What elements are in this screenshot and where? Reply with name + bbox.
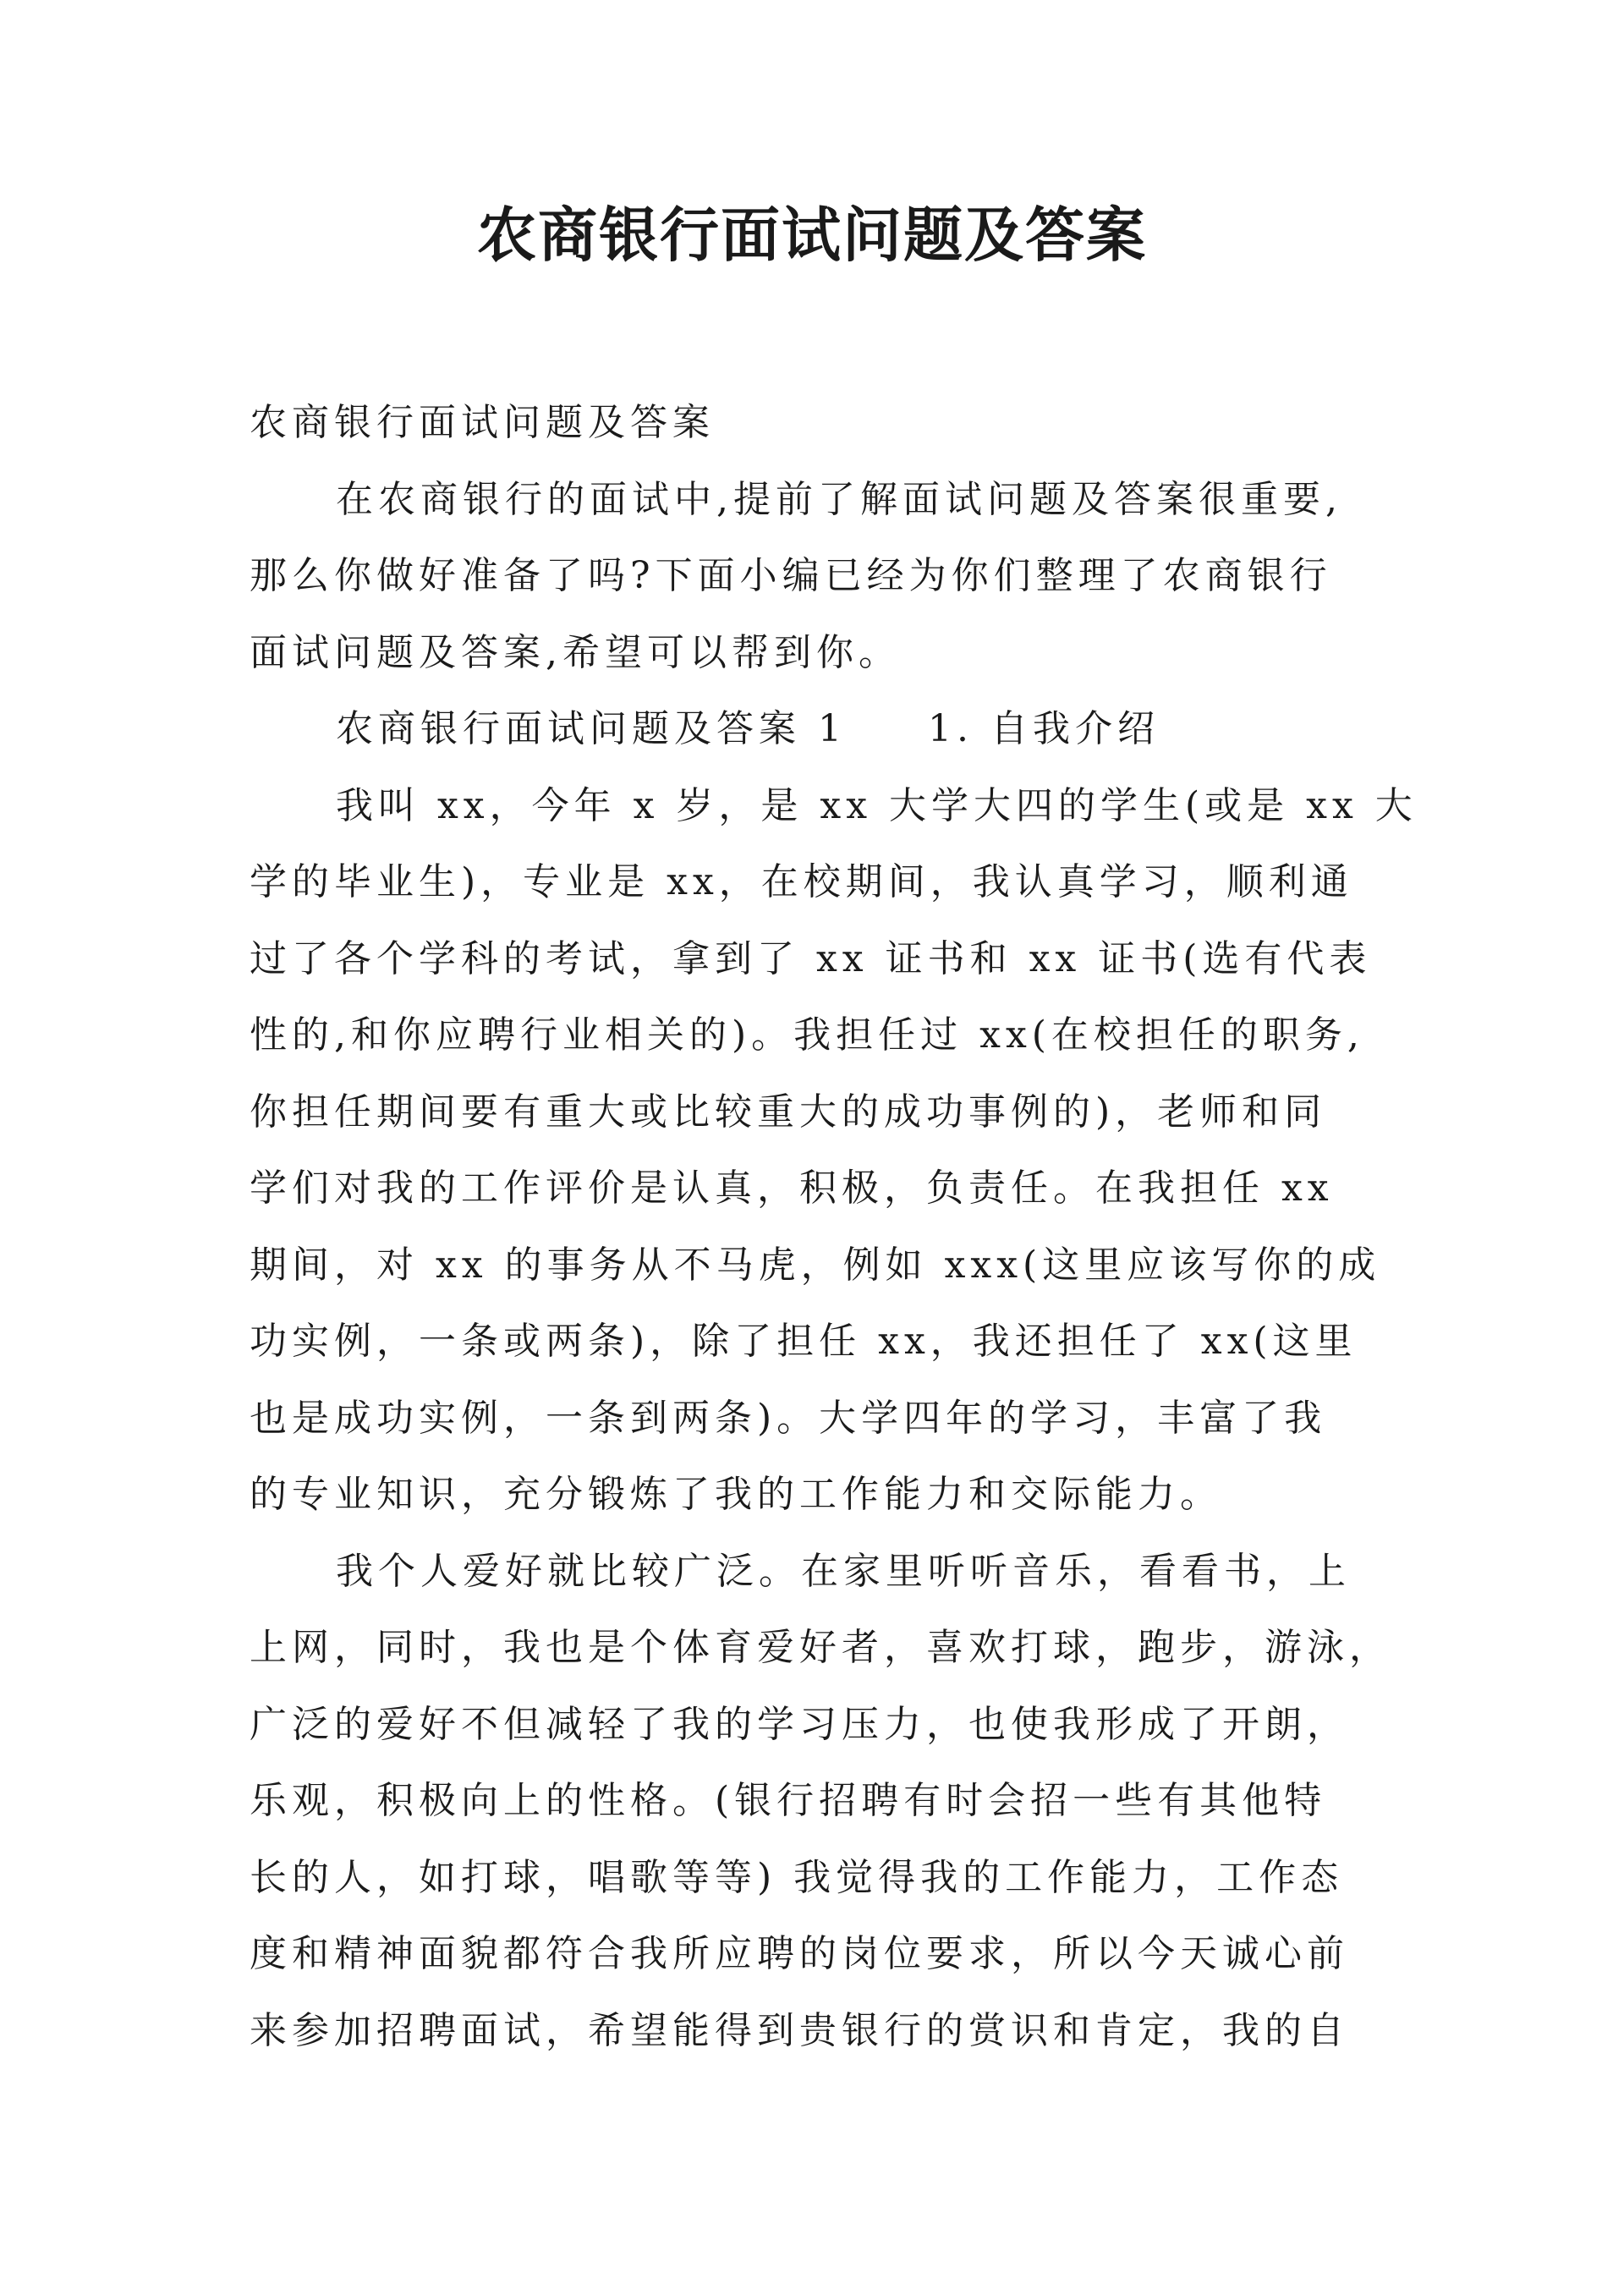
body-line-21: 度和精神面貌都符合我所应聘的岗位要求，所以今天诚心前 bbox=[250, 1932, 1349, 1975]
body-line-3: 那么你做好准备了吗?下面小编已经为你们整理了农商银行 bbox=[250, 554, 1332, 597]
body-line-19: 乐观，积极向上的性格。(银行招聘有时会招一些有其他特 bbox=[250, 1779, 1327, 1822]
document-title: 农商银行面试问题及答案 bbox=[477, 200, 1147, 270]
body-line-14: 也是成功实例，一条到两条)。大学四年的学习，丰富了我 bbox=[250, 1396, 1327, 1440]
body-line-13: 功实例，一条或两条)，除了担任 xx，我还担任了 xx(这里 bbox=[250, 1320, 1358, 1363]
body-line-11: 学们对我的工作评价是认真，积极，负责任。在我担任 xx bbox=[250, 1167, 1334, 1210]
body-line-6: 我叫 xx，今年 x 岁，是 xx 大学大四的学生(或是 xx 大 bbox=[336, 783, 1418, 827]
document-body bbox=[250, 385, 1418, 2069]
subsection-heading: 1. 自我介绍 bbox=[927, 707, 1160, 750]
body-line-22: 来参加招聘面试，希望能得到贵银行的赏识和肯定，我的自 bbox=[250, 2008, 1349, 2052]
body-line-15: 的专业知识，充分锻炼了我的工作能力和交际能力。 bbox=[250, 1473, 1222, 1516]
body-line-20: 长的人，如打球，唱歌等等) 我觉得我的工作能力，工作态 bbox=[250, 1855, 1344, 1899]
body-line-9: 性的,和你应聘行业相关的)。我担任过 xx(在校担任的职务, bbox=[250, 1013, 1364, 1057]
body-line-7: 学的毕业生)，专业是 xx，在校期间，我认真学习，顺利通 bbox=[250, 860, 1353, 903]
body-line-18: 广泛的爱好不但减轻了我的学习压力，也使我形成了开朗， bbox=[250, 1702, 1349, 1746]
body-line-8: 过了各个学科的考试，拿到了 xx 证书和 xx 证书(选有代表 bbox=[250, 936, 1372, 980]
section-heading: 农商银行面试问题及答案 1 bbox=[336, 707, 847, 750]
body-line-5 bbox=[250, 691, 1400, 768]
body-line-1: 农商银行面试问题及答案 bbox=[250, 401, 715, 444]
body-line-17: 上网，同时，我也是个体育爱好者，喜欢打球，跑步，游泳， bbox=[250, 1626, 1391, 1669]
body-line-2: 在农商银行的面试中,提前了解面试问题及答案很重要, bbox=[336, 477, 1342, 521]
body-line-12: 期间，对 xx 的事务从不马虎，例如 xxx(这里应该写你的成 bbox=[250, 1243, 1381, 1287]
body-line-4: 面试问题及答案,希望可以帮到你。 bbox=[250, 630, 901, 674]
body-line-16: 我个人爱好就比较广泛。在家里听听音乐，看看书，上 bbox=[336, 1549, 1351, 1593]
body-line-10: 你担任期间要有重大或比较重大的成功事例的)，老师和同 bbox=[250, 1090, 1327, 1134]
